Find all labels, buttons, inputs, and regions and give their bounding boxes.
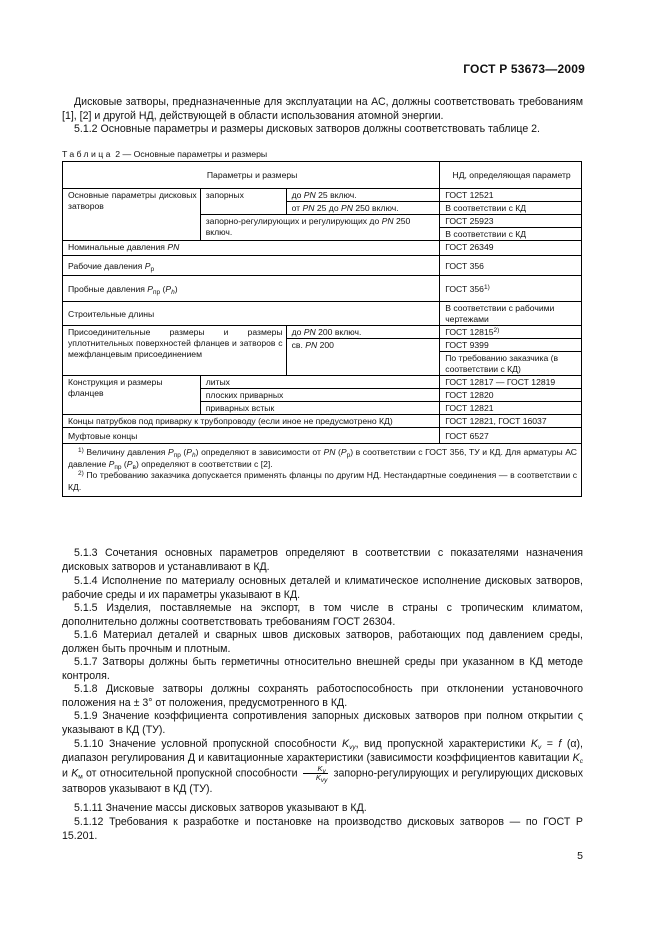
cell-r1-b: от PN 25 до PN 250 включ. bbox=[286, 202, 440, 215]
header-nd: НД, определяющая параметр bbox=[440, 162, 582, 189]
table-caption bbox=[62, 149, 267, 159]
cell-fl-b: плоских приварных bbox=[200, 389, 439, 402]
cell-fl-c-nd: ГОСТ 12821 bbox=[440, 402, 582, 415]
cell-build-nd: В соответствии с рабочими чертежами bbox=[440, 302, 582, 326]
document-code: ГОСТ Р 53673—2009 bbox=[463, 62, 585, 76]
clause-5-1-4: 5.1.4 Исполнение по материалу основных деталей и климатическое исполнение дисковых затворов, рабочие среды и их параметры указывают в КД. bbox=[62, 575, 583, 601]
footnote-ref-1: 1) bbox=[483, 283, 490, 291]
clause-5-1-2: 5.1.2 Основные параметры и размеры дисковых затворов должны соответствовать таблице 2. bbox=[74, 123, 540, 135]
cell-main-params: Основные параметры дисковых затворов bbox=[63, 189, 201, 241]
clause-5-1-7: 5.1.7 Затворы должны быть герметичны относительно внешней среды при указанном в КД методе контроля. bbox=[62, 656, 583, 682]
cell-r1-b-nd: В соответствии с КД bbox=[440, 202, 582, 215]
parameters-table bbox=[62, 161, 582, 497]
cell-flange: Конструкция и размеры фланцев bbox=[63, 376, 201, 415]
clause-5-1-8: 5.1.8 Дисковые затворы должны сохранять работоспособность при отклонении установочного положения на ± 3° от положения, предусмотренного в КД. bbox=[62, 683, 583, 709]
cell-couplings: Муфтовые концы bbox=[63, 428, 440, 444]
header-params: Параметры и размеры bbox=[63, 162, 440, 189]
page-number: 5 bbox=[577, 850, 583, 862]
cell-nominal-nd: ГОСТ 26349 bbox=[440, 241, 582, 256]
cell-conn-b: св. PN 200 bbox=[286, 339, 440, 376]
clause-5-1-10: 5.1.10 Значение условной пропускной способности $K_{vy}$, вид пропускной характеристики $K_v = f$ (α), диапазон регулирования Д и кавитационные характеристики (зависимости коэффициентов кавитации $K_c$ и $K_м$ от относительной пропускной способности $\frac{K_v}{K_{vy}}$ запорно-регулирующих и регулирующих дисковых затворов указывают в КД (ТУ). bbox=[62, 738, 583, 796]
cell-r1-c-nd: ГОСТ 25923 bbox=[440, 215, 582, 228]
cell-test: Пробные давления $P_{пр}$ $(P_h)$ bbox=[63, 276, 440, 302]
cell-fl-a: литых bbox=[200, 376, 439, 389]
footnote-ref-2: 2) bbox=[493, 327, 500, 334]
cell-fl-c: приварных встык bbox=[200, 402, 439, 415]
table-caption-word: Таблица bbox=[62, 149, 113, 159]
cell-fl-b-nd: ГОСТ 12820 bbox=[440, 389, 582, 402]
cell-working: Рабочие давления $P_р$ bbox=[63, 256, 440, 276]
cell-r1-d-nd: В соответствии с КД bbox=[440, 228, 582, 241]
cell-conn-c-nd: По требованию заказчика (в соответствии с КД) bbox=[440, 352, 582, 376]
cell-couplings-nd: ГОСТ 6527 bbox=[440, 428, 582, 444]
cell-pipes-nd: ГОСТ 12821, ГОСТ 16037 bbox=[440, 415, 582, 428]
cell-zap: запорных bbox=[200, 189, 286, 215]
cell-conn-b-nd: ГОСТ 9399 bbox=[440, 339, 582, 352]
cell-working-nd: ГОСТ 356 bbox=[440, 256, 582, 276]
clause-5-1-3: 5.1.3 Сочетания основных параметров определяют в соответствии с показателями назначения дисковых затворов и устанавливают в КД. bbox=[62, 547, 583, 573]
clause-5-1-11: 5.1.11 Значение массы дисковых затворов указывают в КД. bbox=[74, 802, 367, 814]
cell-r1-a-nd: ГОСТ 12521 bbox=[440, 189, 582, 202]
clause-5-1-12: 5.1.12 Требования к разработке и постановке на производство дисковых затворов — по ГОСТ Р 15.201. bbox=[62, 816, 583, 842]
intro-paragraph: Дисковые затворы, предназначенные для эксплуатации на АС, должны соответствовать требованиям [1], [2] и другой НД, действующей в области использования атомной энергии. bbox=[62, 96, 583, 122]
footnote-1: $^{1)}$ Величину давления $P_{пр}$ $(P_h)$ определяют в зависимости от PN $(P_р)$ в соответствии с ГОСТ 356, ТУ и КД. Для арматуры АС давление $P_{пр}$ $(P_в)$ определяют в соответствии с [2]. bbox=[68, 447, 578, 471]
cell-nominal: Номинальные давления PN bbox=[63, 241, 440, 256]
kv-fraction: $\frac{K_v}{K_{vy}}$ bbox=[303, 765, 329, 782]
cell-r1-a: до PN 25 включ. bbox=[286, 189, 440, 202]
cell-fl-a-nd: ГОСТ 12817 — ГОСТ 12819 bbox=[440, 376, 582, 389]
cell-build: Строительные длины bbox=[63, 302, 440, 326]
clause-5-1-9: 5.1.9 Значение коэффициента сопротивления запорных дисковых затворов при полном открытии ς указывают в КД (ТУ). bbox=[62, 710, 583, 736]
footnote-2: $^{2)}$ По требованию заказчика допускается применять фланцы по другим НД. Нестандартные соединения — в соответствии с КД. bbox=[68, 470, 578, 492]
table-caption-text: 2 — Основные параметры и размеры bbox=[115, 149, 268, 159]
cell-conn-a: до PN 200 включ. bbox=[286, 326, 440, 339]
cell-connection: Присоединительные размеры и размеры уплотнительных поверхностей фланцев и затворов с межфланцевым присоединением bbox=[63, 326, 287, 376]
cell-conn-a-nd: ГОСТ 12815$^{2)}$ bbox=[440, 326, 582, 339]
clause-5-1-6: 5.1.6 Материал деталей и сварных швов дисковых затворов, работающих под давлением среды, должен быть прочным и плотным. bbox=[62, 629, 583, 655]
cell-test-nd: ГОСТ 356$^{1)}$ bbox=[440, 276, 582, 302]
cell-pipes: Концы патрубков под приварку к трубопроводу (если иное не предусмотрено КД) bbox=[63, 415, 440, 428]
table-footnotes bbox=[63, 444, 582, 497]
clause-5-1-5: 5.1.5 Изделия, поставляемые на экспорт, в том числе в страны с тропическим климатом, дополнительно должны соответствовать требованиям ГОСТ 26304. bbox=[62, 602, 583, 628]
cell-reg: запорно-регулирующих и регулирующих до PN 250 включ. bbox=[200, 215, 439, 241]
